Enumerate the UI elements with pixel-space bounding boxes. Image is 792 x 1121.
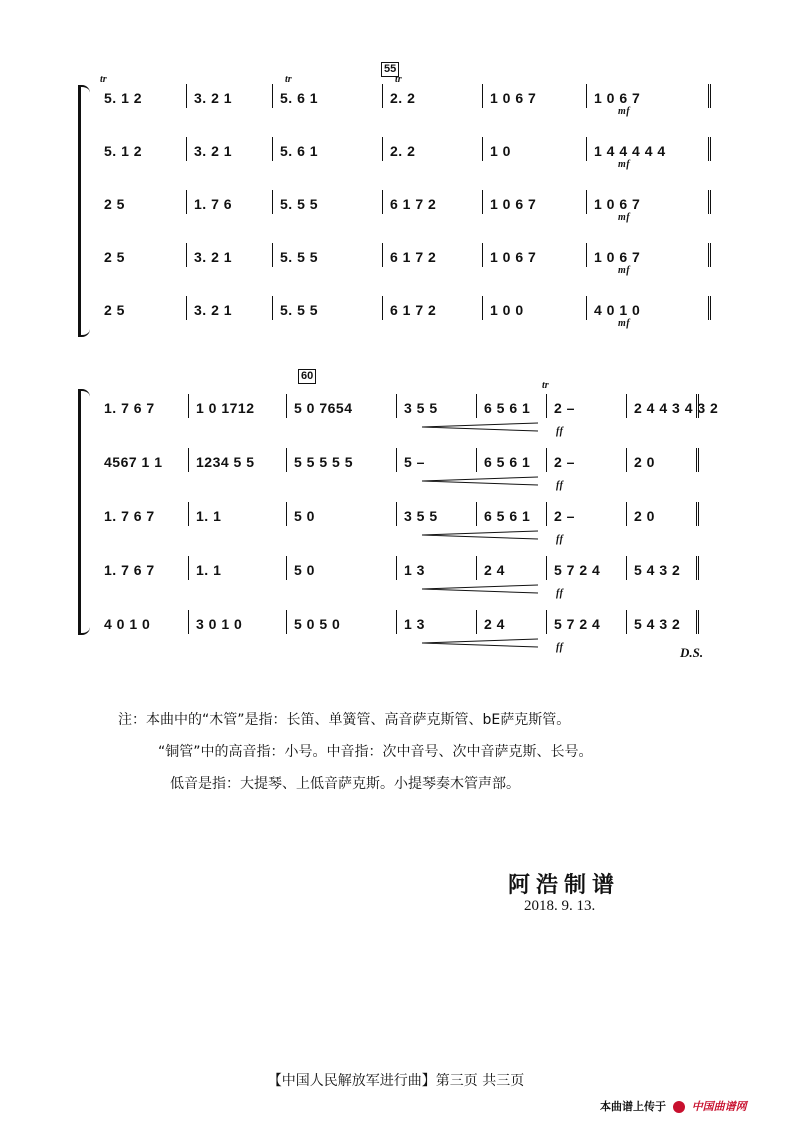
bar-line — [476, 556, 477, 580]
measure: 2 5 — [104, 196, 125, 212]
upload-credit — [600, 1098, 747, 1114]
bar-line — [586, 190, 587, 214]
measure: 5 4 3 2 — [634, 562, 681, 578]
rehearsal-mark-55: 55 — [381, 62, 399, 77]
bar-line — [626, 556, 627, 580]
site-logo-icon — [673, 1101, 685, 1113]
dynamic-marking: mf — [618, 265, 631, 276]
bar-line — [272, 296, 273, 320]
measure: 1. 7 6 7 — [104, 562, 155, 578]
bar-line — [546, 610, 547, 634]
bar-line — [382, 137, 383, 161]
bar-line — [188, 610, 189, 634]
dynamic-marking: ff — [556, 480, 564, 491]
staff-line — [98, 302, 718, 329]
bar-line — [476, 610, 477, 634]
dynamic-marking: mf — [618, 318, 631, 329]
measure: 2 5 — [104, 302, 125, 318]
measure: 1 3 — [404, 616, 425, 632]
measure: 1. 1 — [196, 508, 222, 524]
measure: 1 0 6 7 — [594, 196, 641, 212]
bar-line — [396, 556, 397, 580]
system-2-bracket — [78, 390, 91, 634]
measure: 5 7 2 4 — [554, 616, 601, 632]
bar-line — [626, 394, 627, 418]
upload-prefix: 本曲谱上传于 — [600, 1100, 666, 1113]
dynamic-marking: mf — [618, 212, 631, 223]
dynamic-marking: mf — [618, 159, 631, 170]
measure: 5 – — [404, 454, 425, 470]
arrangement-date: 2018. 9. 13. — [524, 898, 596, 914]
bar-line — [396, 448, 397, 472]
bar-line — [396, 502, 397, 526]
measure: 1 0 6 7 — [594, 90, 641, 106]
bar-line — [476, 502, 477, 526]
note-line-1: 注：本曲中的“木管”是指：长笛、单簧管、高音萨克斯管、bE萨克斯管。 — [118, 712, 571, 728]
dynamic-marking: ff — [556, 426, 564, 437]
bar-line — [546, 394, 547, 418]
bar-line — [708, 84, 714, 108]
measure: 1 0 0 — [490, 302, 524, 318]
bar-line — [482, 296, 483, 320]
measure: 3. 2 1 — [194, 143, 233, 159]
measure: 5. 6 1 — [280, 143, 319, 159]
bar-line — [186, 137, 187, 161]
bar-line — [188, 502, 189, 526]
bar-line — [188, 556, 189, 580]
measure: 2 0 — [634, 454, 655, 470]
measure: 3 5 5 — [404, 508, 438, 524]
measure: 3. 2 1 — [194, 302, 233, 318]
dynamic-marking: ff — [556, 642, 564, 653]
bar-line — [482, 84, 483, 108]
bar-line — [186, 84, 187, 108]
instrumentation-notes — [118, 704, 593, 800]
measure: 1 0 6 7 — [594, 249, 641, 265]
bar-line — [482, 137, 483, 161]
bar-line — [382, 243, 383, 267]
measure: 5. 1 2 — [104, 143, 143, 159]
bar-line — [396, 610, 397, 634]
bar-line — [286, 502, 287, 526]
measure: 2 5 — [104, 249, 125, 265]
score-system-1 — [78, 63, 718, 340]
measure: 5 0 5 0 — [294, 616, 341, 632]
bar-line — [708, 190, 714, 214]
bar-line — [382, 190, 383, 214]
trill-mark: tr — [100, 74, 107, 85]
bar-line — [188, 394, 189, 418]
bar-line — [396, 394, 397, 418]
bar-line — [188, 448, 189, 472]
measure: 1 4 4 4 4 4 — [594, 143, 666, 159]
bar-line — [286, 556, 287, 580]
measure: 5 7 2 4 — [554, 562, 601, 578]
measure: 4 0 1 0 — [594, 302, 641, 318]
crescendo-hairpin — [420, 422, 540, 432]
bar-line — [586, 243, 587, 267]
measure: 3. 2 1 — [194, 249, 233, 265]
measure: 2 – — [554, 508, 575, 524]
measure: 2. 2 — [390, 90, 416, 106]
arranger-name: 阿浩制谱 — [508, 872, 621, 898]
bar-line — [708, 296, 714, 320]
measure: 1 0 6 7 — [490, 196, 537, 212]
staff-line — [98, 562, 718, 599]
measure: 5. 5 5 — [280, 302, 319, 318]
measure: 5. 5 5 — [280, 196, 319, 212]
bar-line — [272, 137, 273, 161]
measure: 1 0 6 7 — [490, 249, 537, 265]
measure: 5 0 7654 — [294, 400, 353, 416]
bar-line — [626, 502, 627, 526]
measure: 6 5 6 1 — [484, 400, 531, 416]
bar-line — [626, 448, 627, 472]
measure: 2. 2 — [390, 143, 416, 159]
trill-mark: tr — [542, 380, 549, 391]
trill-mark: tr — [395, 74, 402, 85]
note-line-3: 低音是指：大提琴、上低音萨克斯。小提琴奏木管声部。 — [170, 776, 520, 792]
bar-line — [696, 448, 702, 472]
bar-line — [708, 137, 714, 161]
measure: 3 5 5 — [404, 400, 438, 416]
bar-line — [272, 84, 273, 108]
crescendo-hairpin — [420, 530, 540, 540]
bar-line — [696, 610, 702, 634]
staff-line — [98, 400, 719, 437]
measure: 5. 6 1 — [280, 90, 319, 106]
measure: 5 0 — [294, 562, 315, 578]
measure: 6 5 6 1 — [484, 454, 531, 470]
bar-line — [272, 243, 273, 267]
bar-line — [382, 84, 383, 108]
bar-line — [626, 610, 627, 634]
measure: 1234 5 5 — [196, 454, 255, 470]
bar-line — [546, 556, 547, 580]
bar-line — [482, 243, 483, 267]
bar-line — [272, 190, 273, 214]
bar-line — [482, 190, 483, 214]
measure: 4567 1 1 — [104, 454, 163, 470]
bar-line — [708, 243, 714, 267]
measure: 1 3 — [404, 562, 425, 578]
dal-segno-mark: D.S. — [680, 645, 704, 660]
bar-line — [546, 448, 547, 472]
note-line-2: “铜管”中的高音指：小号。中音指：次中音号、次中音萨克斯、长号。 — [158, 744, 593, 760]
measure: 1. 7 6 7 — [104, 508, 155, 524]
measure: 6 5 6 1 — [484, 508, 531, 524]
measure: 3 0 1 0 — [196, 616, 243, 632]
measure: 1 0 1712 — [196, 400, 255, 416]
staff-line — [98, 90, 718, 117]
dynamic-marking: ff — [556, 588, 564, 599]
crescendo-hairpin — [420, 476, 540, 486]
bar-line — [476, 448, 477, 472]
bar-line — [286, 394, 287, 418]
bar-line — [382, 296, 383, 320]
dynamic-marking: ff — [556, 534, 564, 545]
measure: 2 4 4 3 4 3 2 — [634, 400, 719, 416]
system-1-bracket — [78, 86, 91, 336]
bar-line — [186, 296, 187, 320]
measure: 1 0 6 7 — [490, 90, 537, 106]
measure: 1 0 — [490, 143, 511, 159]
measure: 5 5 5 5 5 — [294, 454, 353, 470]
staff-line — [98, 508, 718, 545]
measure: 6 1 7 2 — [390, 196, 437, 212]
staff-line — [98, 454, 718, 491]
staff-line — [98, 249, 718, 276]
measure: 2 4 — [484, 562, 505, 578]
measure: 5. 5 5 — [280, 249, 319, 265]
crescendo-hairpin — [420, 638, 540, 648]
measure: 1. 7 6 — [194, 196, 233, 212]
measure: 6 1 7 2 — [390, 302, 437, 318]
bar-line — [586, 137, 587, 161]
measure: 2 – — [554, 454, 575, 470]
bar-line — [696, 502, 702, 526]
bar-line — [186, 243, 187, 267]
bar-line — [286, 448, 287, 472]
measure: 1. 7 6 7 — [104, 400, 155, 416]
measure: 4 0 1 0 — [104, 616, 151, 632]
site-name[interactable]: 中国曲谱网 — [691, 1100, 747, 1113]
measure: 3. 2 1 — [194, 90, 233, 106]
measure: 5 4 3 2 — [634, 616, 681, 632]
staff-line — [98, 196, 718, 223]
bar-line — [586, 84, 587, 108]
measure: 2 – — [554, 400, 575, 416]
measure: 2 4 — [484, 616, 505, 632]
bar-line — [546, 502, 547, 526]
measure: 5 0 — [294, 508, 315, 524]
page-footer: 【中国人民解放军进行曲】第三页 共三页 — [267, 1073, 525, 1089]
bar-line — [586, 296, 587, 320]
bar-line — [476, 394, 477, 418]
measure: 1. 1 — [196, 562, 222, 578]
dynamic-marking: mf — [618, 106, 631, 117]
crescendo-hairpin — [420, 584, 540, 594]
bar-line — [286, 610, 287, 634]
bar-line — [696, 394, 702, 418]
measure: 6 1 7 2 — [390, 249, 437, 265]
measure: 2 0 — [634, 508, 655, 524]
bar-line — [186, 190, 187, 214]
measure: 5. 1 2 — [104, 90, 143, 106]
rehearsal-mark-60: 60 — [298, 369, 316, 384]
bar-line — [696, 556, 702, 580]
trill-mark: tr — [285, 74, 292, 85]
staff-line — [98, 143, 718, 170]
